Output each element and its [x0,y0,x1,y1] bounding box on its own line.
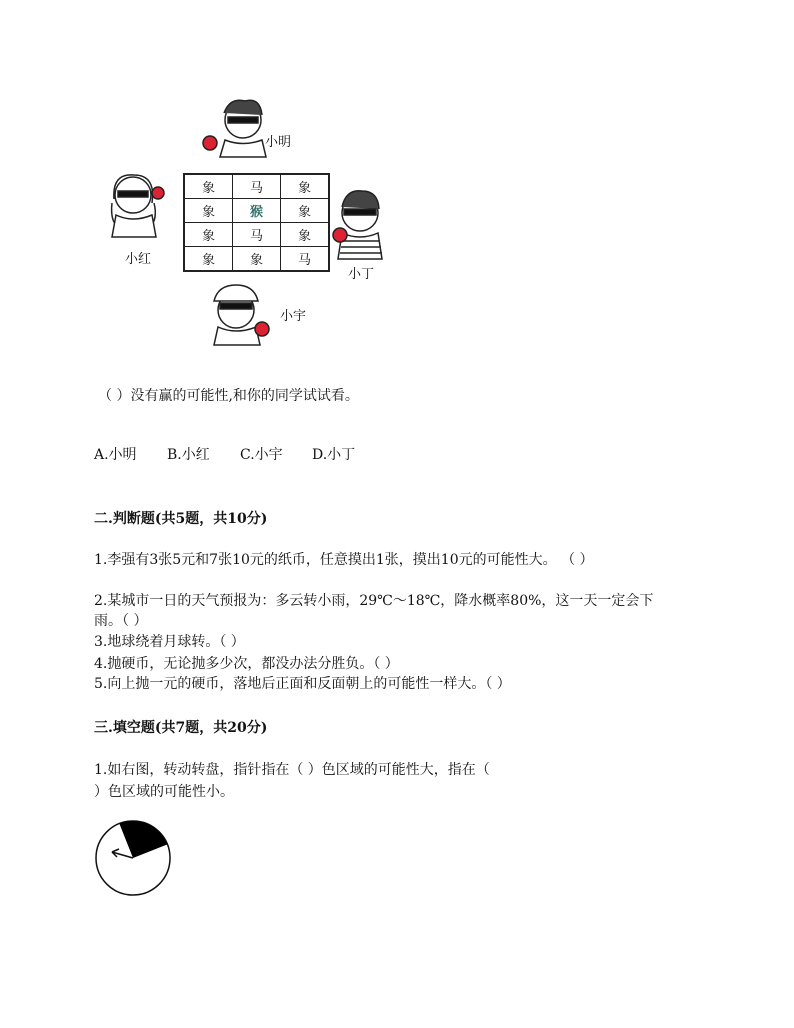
fill-item-1-cont: ）色区域的可能性小。 [94,784,234,800]
grid-cell: 马 [281,247,330,272]
grid-cell: 象 [184,247,233,272]
question-text: （ ）没有赢的可能性,和你的同学试试看。 [98,388,359,404]
grid-cell: 象 [184,199,233,223]
grid-row [184,174,329,199]
child-label-left: 小红 [125,252,152,267]
child-label-bottom: 小宇 [280,309,307,324]
child-label-right: 小丁 [348,267,375,282]
option-d[interactable]: D.小丁 [312,447,356,463]
judge-item-2: 2.某城市一日的天气预报为：多云转小雨，29℃～18℃，降水概率80%，这一天一定会下 [94,593,654,609]
animal-grid [183,173,330,272]
grid-cell: 象 [281,199,330,223]
judge-item-5: 5.向上抛一元的硬币，落地后正面和反面朝上的可能性一样大。（ ） [94,676,511,692]
child-label-top: 小明 [265,135,292,150]
option-c[interactable]: C.小宇 [240,447,283,463]
judge-item-1: 1.李强有3张5元和7张10元的纸币，任意摸出1张，摸出10元的可能性大。 （ ） [94,552,594,568]
option-a[interactable]: A.小明 [94,447,137,463]
grid-cell: 马 [233,174,281,199]
grid-cell: 象 [184,223,233,247]
child-top-icon [203,100,266,157]
grid-row [184,223,329,247]
judge-item-4: 4.抛硬币，无论抛多少次，都没办法分胜负。（ ） [94,656,399,672]
grid-cell: 象 [281,174,330,199]
child-left-icon [112,175,164,237]
child-bottom-icon [214,285,269,345]
grid-cell: 猴 [233,199,281,223]
game-figure [100,95,400,355]
judge-item-3: 3.地球绕着月球转。（ ） [94,634,245,650]
grid-row [184,199,329,223]
grid-cell: 象 [233,247,281,272]
grid-row [184,247,329,272]
grid-cell: 象 [184,174,233,199]
option-b[interactable]: B.小红 [167,447,210,463]
grid-cell: 马 [233,223,281,247]
section3-heading: 三.填空题(共7题，共20分) [94,720,268,736]
judge-item-2-cont: 雨。（ ） [94,613,148,629]
spinner-diagram [94,818,174,898]
child-right-icon [333,191,382,259]
section2-heading: 二.判断题(共5题，共10分) [94,511,268,527]
fill-item-1: 1.如右图，转动转盘，指针指在（ ）色区域的可能性大，指在（ [94,762,490,778]
grid-cell: 象 [281,223,330,247]
